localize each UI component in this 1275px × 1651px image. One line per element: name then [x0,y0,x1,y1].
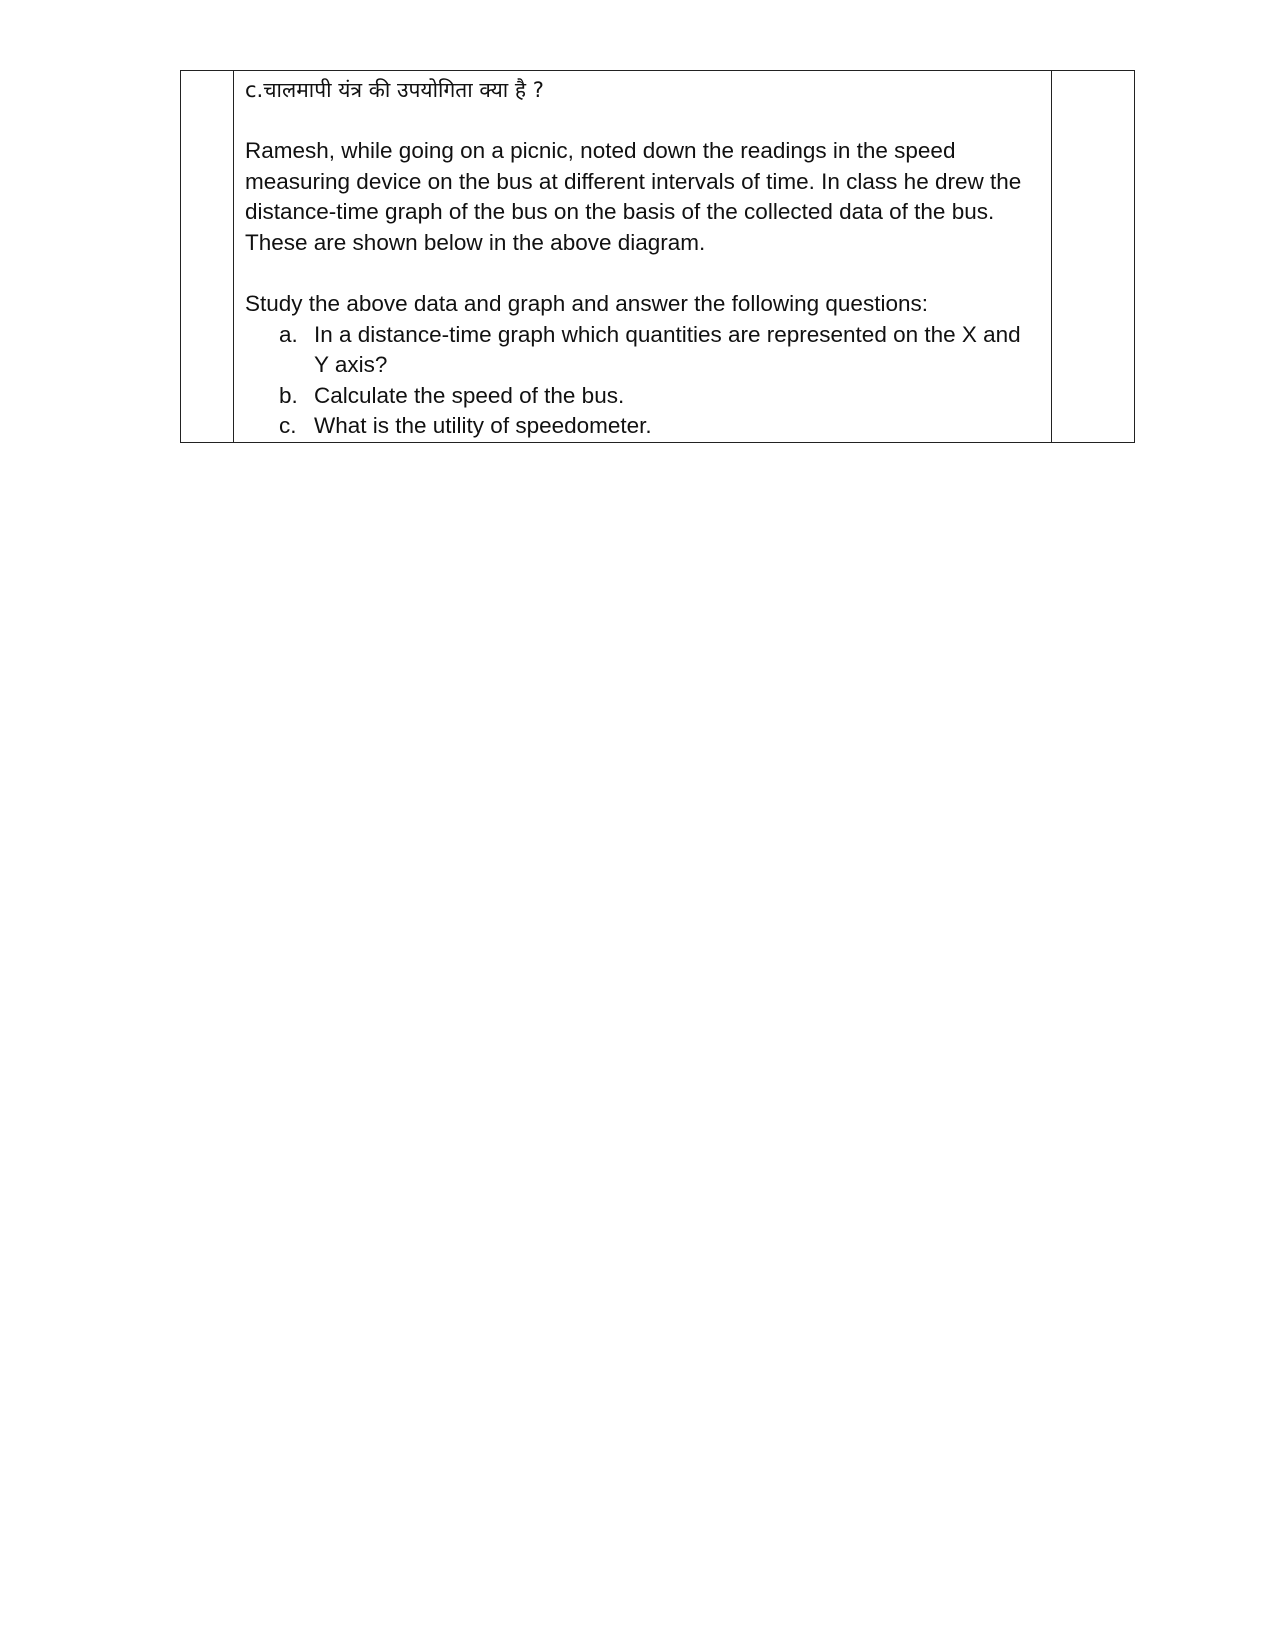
list-item [279,320,1035,381]
list-item-marker: c. [279,413,297,438]
question-number-cell [181,71,234,443]
question-content-cell [234,71,1052,443]
list-item-text: In a distance-time graph which quantities are represented on the X and Y axis? [314,321,1021,377]
list-item-text: Calculate the speed of the bus. [314,382,625,408]
marks-cell [1052,71,1135,443]
subquestion-list [245,320,1035,442]
list-item-text: What is the utility of speedometer. [314,413,652,438]
list-item-marker: a. [279,321,298,347]
question-table [180,70,1135,443]
list-item [279,381,1035,412]
instruction-text: Study the above data and graph and answer the following questions: [245,291,928,316]
question-row [181,71,1135,443]
passage-text: Ramesh, while going on a picnic, noted down the readings in the speed measuring device on the bus at different intervals of time. In class he drew the distance-time graph of the bus on the basis of the collected data of the bus. These are shown below in the above diagram. [245,138,1022,255]
list-item-marker: b. [279,382,298,408]
hindi-subquestion: c.चालमापी यंत्र की उपयोगिता क्या है ? [245,78,544,102]
list-item [279,411,1035,442]
